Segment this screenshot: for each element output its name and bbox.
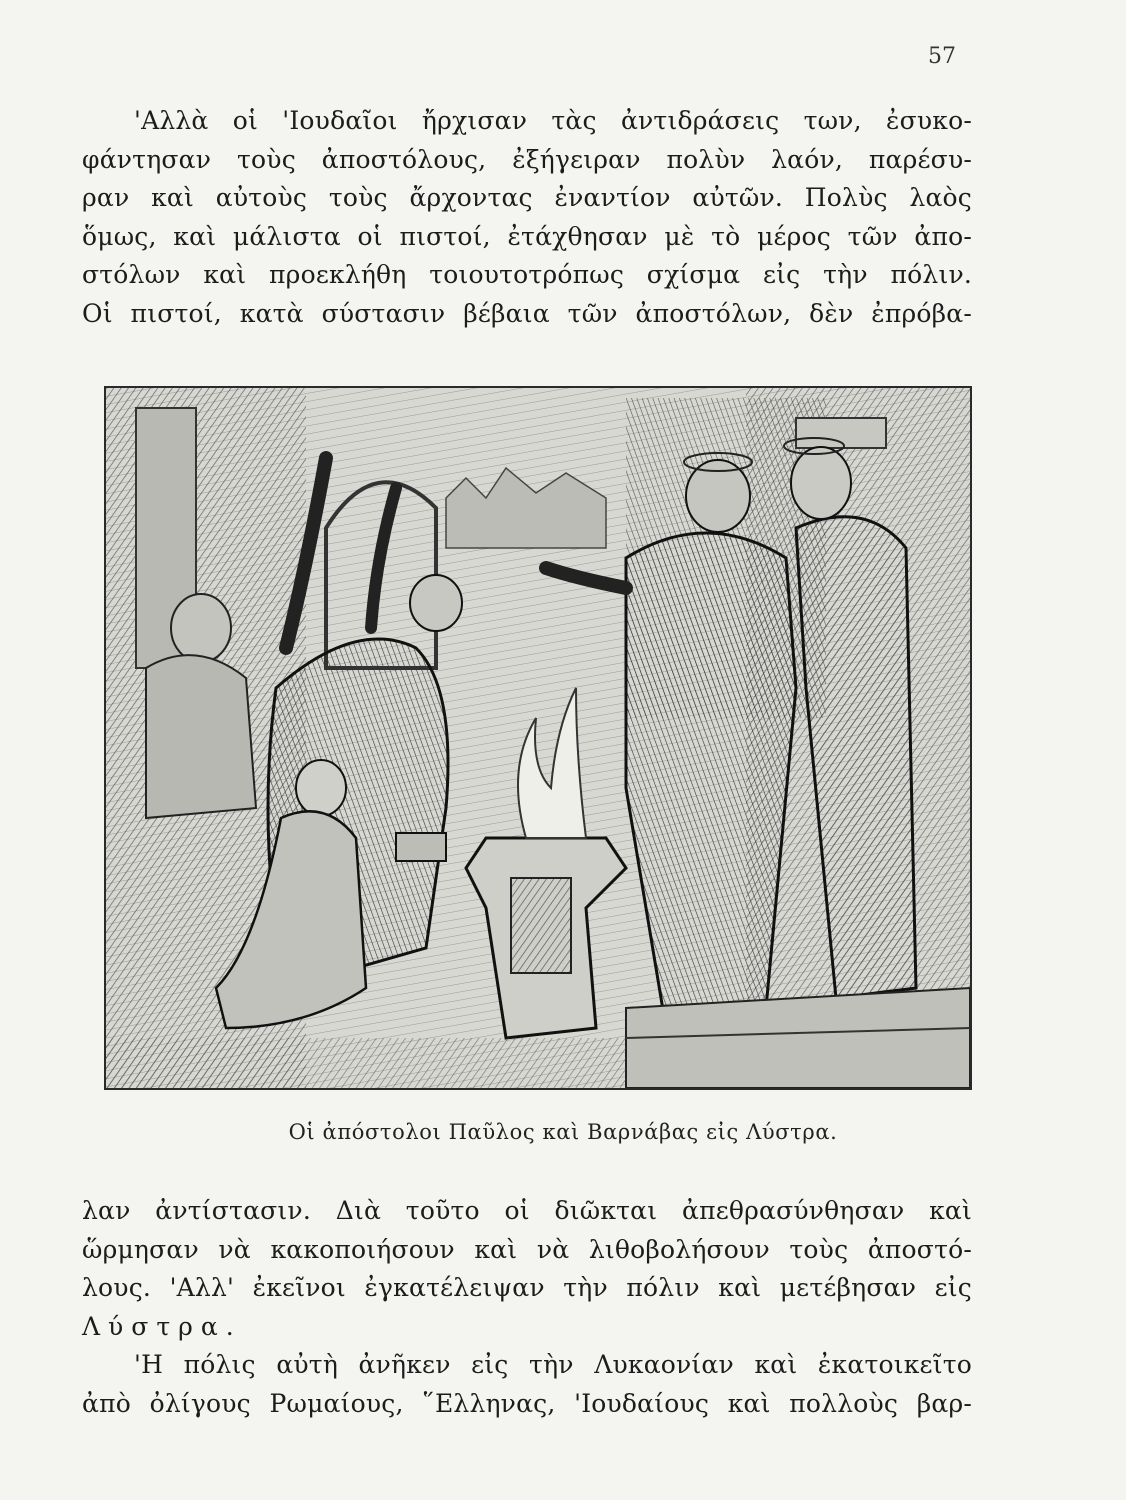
text-line: φάντησαν τοὺς ἀποστόλους, ἐξήγειραν πολὺν λαόν, παρέσυ- xyxy=(82,144,972,174)
paragraph-top xyxy=(82,102,972,333)
text-line: Οἱ πιστοί, κατὰ σύστασιν βέβαια τῶν ἀποστόλων, δὲν ἐπρόβα- xyxy=(82,298,972,328)
text-line: ἀπὸ ὀλίγους Ρωμαίους, ῞Ελληνας, 'Ιουδαίους καὶ πολλοὺς βαρ- xyxy=(82,1388,972,1418)
text-line: 'Αλλὰ οἱ 'Ιουδαῖοι ἤρχισαν τὰς ἀντιδράσεις των, ἐσυκο- xyxy=(134,106,972,135)
text-line: ὥρμησαν νὰ κακοποιήσουν καὶ νὰ λιθοβολήσουν τοὺς ἀποστό- xyxy=(82,1234,972,1264)
engraving-picture xyxy=(106,388,970,1088)
engraving-illustration xyxy=(104,386,972,1090)
text-line: ραν καὶ αὐτοὺς τοὺς ἄρχοντας ἐναντίον αὐτῶν. Πολὺς λαὸς xyxy=(82,183,972,212)
paragraph-bottom xyxy=(82,1192,972,1423)
figure-caption: Οἱ ἀπόστολοι Παῦλος καὶ Βαρνάβας εἰς Λύστρα. xyxy=(288,1120,838,1144)
text-line: Λύστρα. xyxy=(82,1311,242,1341)
text-line: λαν ἀντίστασιν. Διὰ τοῦτο οἱ διῶκται ἀπεθρασύνθησαν καὶ xyxy=(82,1196,972,1225)
text-line: λους. 'Αλλ' ἐκεῖνοι ἐγκατέλειψαν τὴν πόλιν καὶ μετέβησαν εἰς xyxy=(82,1273,972,1302)
text-line: ὅμως, καὶ μάλιστα οἱ πιστοί, ἐτάχθησαν μὲ τὸ μέρος τῶν ἀπο- xyxy=(82,221,972,251)
text-line: στόλων καὶ προεκλήθη τοιουτοτρόπως σχίσμα εἰς τὴν πόλιν. xyxy=(82,260,972,289)
page-number: 57 xyxy=(928,44,956,69)
text-line: 'Η πόλις αὐτὴ ἀνῆκεν εἰς τὴν Λυκαονίαν καὶ ἐκατοικεῖτο xyxy=(134,1350,972,1379)
